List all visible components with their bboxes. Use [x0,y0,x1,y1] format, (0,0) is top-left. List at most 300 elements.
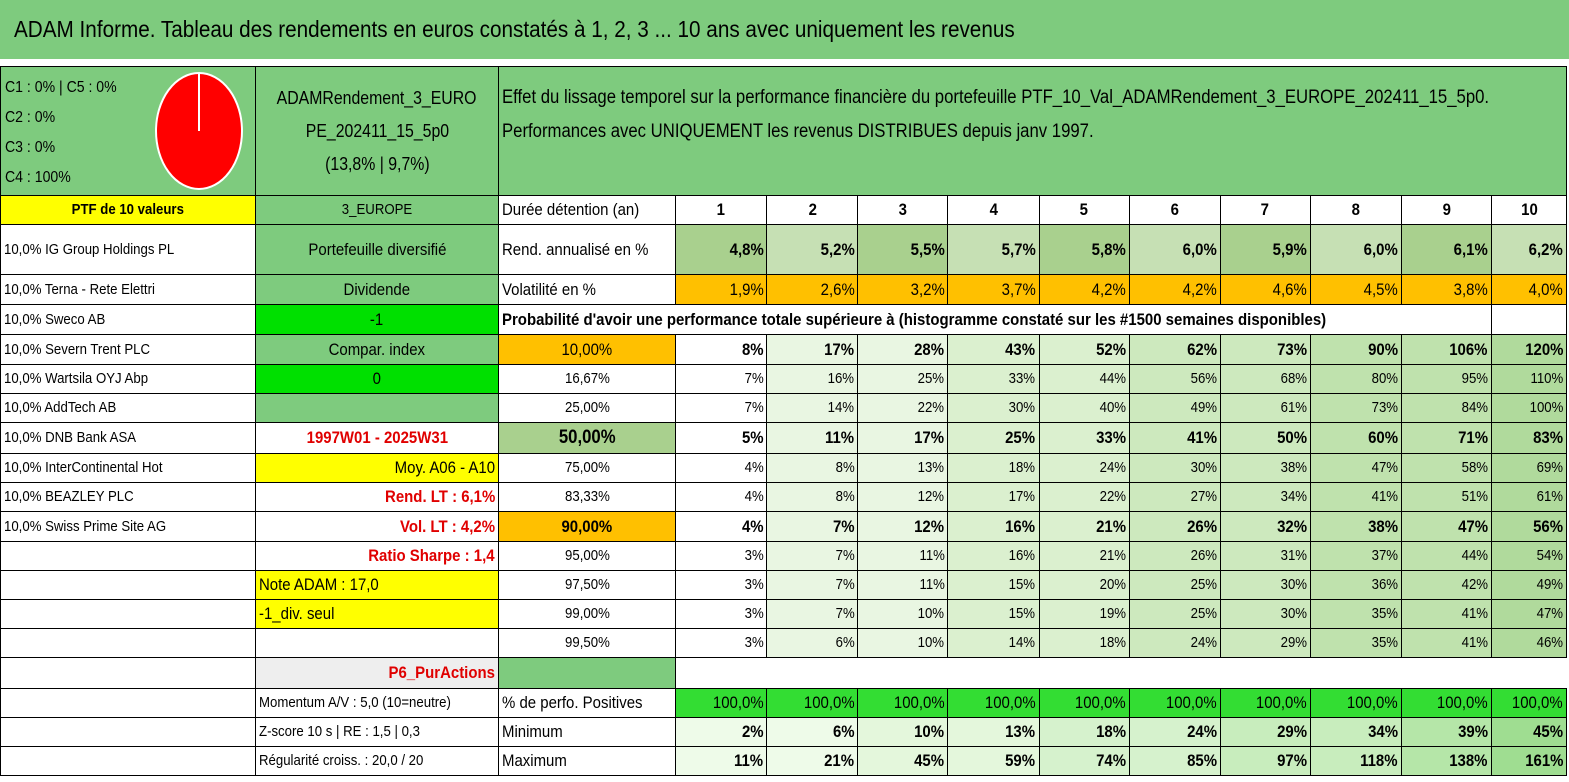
holding-2 [1,305,256,335]
minimum-value-text: 10% [914,722,945,741]
vol-value [858,275,948,305]
rend-value-text: 4,8% [729,239,764,259]
rend-value-text: 5,9% [1272,239,1307,259]
value-minus1 [256,305,499,335]
prob-value [1220,365,1310,394]
prob-value-text: 18% [1009,459,1036,476]
prob-value [858,423,948,454]
year-header [1039,196,1129,225]
prob-value-text: 40% [1099,399,1126,416]
year-header-text: 1 [717,200,726,219]
prob-value-text: 80% [1371,370,1398,387]
probability-threshold-text: 25,00% [564,399,610,416]
prob-value-text: 19% [1099,605,1126,622]
vol-value [1129,275,1220,305]
prob-value [767,629,858,658]
minimum-value [1220,718,1310,747]
prob-value-text: 35% [1371,605,1398,622]
prob-value-text: 16% [1005,516,1036,536]
prob-value-text: 6% [835,634,855,651]
prob-value [1129,629,1220,658]
prob-value [1401,454,1491,483]
maximum-value-text: 85% [1186,751,1217,770]
prob-value-text: 27% [1190,488,1217,505]
prob-value [1401,483,1491,512]
prob-value-text: 17% [824,339,855,359]
positives-value-text: 100,0% [893,693,945,712]
prob-value [948,335,1039,365]
year-header-text: 8 [1351,200,1360,219]
prob-value-text: 8% [835,488,855,505]
prob-value-text: 3% [744,605,764,622]
info-empty [256,394,499,423]
prob-value-text: 56% [1190,370,1217,387]
rend-value-text: 6,1% [1453,239,1488,259]
rend-value-text: 6,2% [1528,239,1563,259]
prob-value [1220,542,1310,571]
prob-value-text: 3% [744,634,764,651]
maximum-value [1220,747,1310,776]
rend-value [1129,225,1220,275]
minimum-value [858,718,948,747]
prob-value-text: 73% [1371,399,1398,416]
maximum-value [948,747,1039,776]
prob-value [1039,423,1129,454]
holding-2-text: 10,0% Sweco AB [4,310,106,328]
holding-4 [1,365,256,394]
report-title: ADAM Informe. Tableau des rendements en euros constatés à 1, 2, 3 ... 10 ans avec uniquement les revenus [14,16,1015,42]
probability-threshold [499,394,676,423]
prob-value-text: 73% [1276,339,1307,359]
maximum-value [1491,747,1566,776]
info-cell-text: Vol. LT : 4,2% [399,516,496,536]
prob-value [1491,394,1566,423]
prob-value [1039,512,1129,542]
title-bar [0,0,1569,62]
year-header-text: 3 [898,200,908,219]
prob-value [1039,483,1129,512]
prob-value-text: 4% [744,488,764,505]
prob-value-text: 120% [1524,339,1563,359]
category-label [256,275,499,305]
holding-5 [1,394,256,423]
prob-value-text: 47% [1457,516,1488,536]
ptf-label-text: PTF de 10 valeurs [71,201,185,218]
p6-label-text: P6_PurActions [388,663,496,682]
prob-value [1401,542,1491,571]
holding-9 [1,512,256,542]
prob-value-text: 33% [1095,428,1126,447]
prob-value-text: 4% [744,459,764,476]
prob-value [767,512,858,542]
vol-value [1401,275,1491,305]
prob-value-text: 20% [1099,576,1126,593]
prob-value-text: 58% [1461,459,1488,476]
prob-value [1039,571,1129,600]
proba-label [499,305,1492,335]
vol-label [499,275,676,305]
regularite-label-text: Régularité croiss. : 20,0 / 20 [259,752,424,769]
maximum-value [858,747,948,776]
minimum-value [1491,718,1566,747]
maximum-value [1310,747,1401,776]
probability-threshold [499,542,676,571]
prob-value [1039,454,1129,483]
prob-value-text: 41% [1461,605,1488,622]
prob-value-text: 14% [827,399,855,416]
prob-value-text: 41% [1371,488,1398,505]
maximum-label [499,747,676,776]
positives-value [1220,689,1310,718]
prob-value-text: 110% [1530,370,1563,387]
minimum-value-text: 2% [741,722,764,741]
prob-row [1,512,1567,542]
minimum-value [1310,718,1401,747]
prob-value [1401,629,1491,658]
prob-value [1491,512,1566,542]
prob-value-text: 13% [917,459,945,476]
vol-value [1310,275,1401,305]
prob-value [858,454,948,483]
prob-value [767,571,858,600]
maximum-value-text: 45% [914,751,945,770]
holding-7-text: 10,0% InterContinental Hot [4,459,163,476]
prob-row [1,629,1567,658]
rend-label-text: Rend. annualisé en % [502,239,649,259]
probability-threshold [499,454,676,483]
vol-value-text: 4,0% [1528,279,1563,299]
prob-value-text: 38% [1280,459,1307,476]
prob-value [948,483,1039,512]
positives-value [858,689,948,718]
proba-label-text: Probabilité d'avoir une performance totale supérieure à (histogramme constaté sur les #1500 semaines disponibles) [502,309,1327,329]
prob-value-text: 95% [1461,370,1488,387]
rend-value [767,225,858,275]
prob-value-text: 15% [1009,576,1036,593]
minimum-value [1129,718,1220,747]
prob-value [1220,629,1310,658]
prob-value-text: 26% [1190,547,1217,564]
prob-row [1,335,1567,365]
info-empty [256,629,499,658]
prob-value [1129,423,1220,454]
composition-line: C1 : 0% | C5 : 0% [5,79,117,96]
prob-value [1220,394,1310,423]
minimum-value-text: 13% [1005,722,1036,741]
maximum-label-text: Maximum [502,751,567,770]
rend-value-text: 6,0% [1363,239,1398,259]
maximum-row [1,747,1567,776]
prob-value [1401,394,1491,423]
vol-value-text: 3,2% [910,279,945,299]
portfolio-return-vol: (13,8% | 9,7%) [324,153,430,174]
prob-value [1039,335,1129,365]
vol-value-text: 4,6% [1272,279,1307,299]
years-row [1,196,1567,225]
rend-value-text: 6,0% [1182,239,1217,259]
prob-value [1220,483,1310,512]
minimum-value-text: 34% [1367,722,1398,741]
prob-value-text: 46% [1536,634,1563,651]
prob-value [1129,365,1220,394]
holding-9-text: 10,0% Swiss Prime Site AG [4,517,167,535]
p6-row [1,658,1567,689]
prob-value [767,600,858,629]
prob-value [858,571,948,600]
prob-value [1401,512,1491,542]
zscore-label [256,718,499,747]
prob-value [676,512,767,542]
prob-value [1220,571,1310,600]
prob-value [1310,365,1401,394]
positives-value-text: 100,0% [1512,693,1563,712]
positives-label-text: % de perfo. Positives [502,693,643,712]
prob-value [1039,629,1129,658]
prob-value [1129,394,1220,423]
prob-value-text: 71% [1457,428,1488,447]
prob-value-text: 22% [917,399,945,416]
prob-value-text: 41% [1461,634,1488,651]
prob-value [1491,335,1566,365]
vol-value-text: 1,9% [729,279,764,299]
prob-value-text: 7% [835,576,855,593]
year-header [1129,196,1220,225]
prob-value-text: 7% [744,399,764,416]
positives-value-text: 100,0% [1165,693,1217,712]
prob-value-text: 17% [1009,488,1036,505]
probability-threshold-text: 16,67% [564,370,610,387]
prob-value [1310,423,1401,454]
prob-value-text: 11% [825,428,855,447]
year-header-text: 4 [989,200,998,219]
maximum-value-text: 21% [824,751,855,770]
prob-value-text: 68% [1280,370,1307,387]
prob-value-text: 7% [832,516,855,536]
vol-value-text: 3,7% [1001,279,1036,299]
empty-holding [1,689,256,718]
positives-value-text: 100,0% [984,693,1036,712]
prob-value-text: 56% [1533,516,1563,536]
year-header-text: 7 [1261,200,1270,219]
positives-label [499,689,676,718]
holding-1 [1,275,256,305]
info-cell [256,483,499,512]
prob-value-text: 24% [1099,459,1126,476]
prob-value-text: 3% [744,576,764,593]
minimum-row [1,718,1567,747]
prob-value [1129,483,1220,512]
ptf-label [1,196,256,225]
prob-value [1401,335,1491,365]
prob-value-text: 30% [1009,399,1036,416]
prob-value [676,454,767,483]
prob-value [1401,600,1491,629]
info-cell-text: Note ADAM : 17,0 [259,575,379,594]
prob-value-text: 12% [917,488,945,505]
prob-value-text: 29% [1280,634,1307,651]
prob-value [767,394,858,423]
prob-value [767,454,858,483]
prob-value [1491,365,1566,394]
maximum-value-text: 59% [1005,751,1036,770]
prob-value [858,512,948,542]
minimum-value-text: 39% [1457,722,1488,741]
holding-0 [1,225,256,275]
prob-value [1039,365,1129,394]
vol-value [1491,275,1566,305]
prob-value [767,335,858,365]
prob-value-text: 11% [918,576,945,593]
rend-value [1401,225,1491,275]
prob-value-text: 84% [1461,399,1488,416]
year-header [858,196,948,225]
prob-value [858,629,948,658]
maximum-value [1401,747,1491,776]
prob-value-text: 32% [1276,516,1307,536]
probability-threshold [499,483,676,512]
minimum-value-text: 45% [1533,722,1563,741]
empty-cell [1491,305,1566,335]
prob-value-text: 18% [1099,634,1126,651]
prob-value [1401,571,1491,600]
prob-value [1310,512,1401,542]
probability-threshold-text: 50,00% [558,427,616,448]
prob-value [1310,542,1401,571]
prob-value-text: 28% [914,339,945,359]
prob-value [1129,335,1220,365]
prob-value-text: 30% [1280,605,1307,622]
composition-line: C3 : 0% [5,139,56,156]
prob-value [1310,571,1401,600]
prob-value-text: 61% [1280,399,1307,416]
prob-value [676,542,767,571]
prob-value-text: 21% [1095,516,1126,536]
prob-value-text: 21% [1099,547,1126,564]
positives-row [1,689,1567,718]
prob-value-text: 36% [1371,576,1398,593]
empty-holding [1,571,256,600]
rend-label [499,225,676,275]
vol-value [1220,275,1310,305]
momentum-label [256,689,499,718]
rend-value [1039,225,1129,275]
year-header [767,196,858,225]
prob-value [1220,423,1310,454]
prob-value-text: 49% [1190,399,1217,416]
probability-threshold [499,629,676,658]
prob-value [858,600,948,629]
minimum-value [1401,718,1491,747]
year-header [948,196,1039,225]
year-header-text: 2 [808,200,817,219]
prob-value [1129,454,1220,483]
duree-label [499,196,676,225]
positives-value [767,689,858,718]
positives-value [948,689,1039,718]
positives-value [1310,689,1401,718]
minimum-value [767,718,858,747]
info-cell-text: Rend. LT : 6,1% [384,487,496,506]
prob-value-text: 30% [1190,459,1217,476]
rend-value-text: 5,5% [910,239,945,259]
prob-value [948,600,1039,629]
prob-value [1220,512,1310,542]
prob-value [858,335,948,365]
prob-value [767,542,858,571]
holding-1-text: 10,0% Terna - Rete Elettri [4,280,155,298]
prob-row [1,423,1567,454]
minimum-value [948,718,1039,747]
holding-3-text: 10,0% Severn Trent PLC [4,340,151,358]
holding-8-text: 10,0% BEAZLEY PLC [4,488,134,505]
prob-value [1491,454,1566,483]
p6-label [256,658,499,689]
rend-value [858,225,948,275]
prob-value [1491,571,1566,600]
prob-value [1491,483,1566,512]
prob-value [948,512,1039,542]
prob-value [767,483,858,512]
probability-threshold [499,512,676,542]
prob-value [1491,600,1566,629]
prob-value [1491,542,1566,571]
composition-line: C2 : 0% [5,109,56,126]
minimum-label-text: Minimum [502,722,563,741]
info-cell [256,600,499,629]
probability-threshold [499,571,676,600]
prob-value-text: 22% [1099,488,1126,505]
prob-value [1220,335,1310,365]
prob-value [676,483,767,512]
prob-value-text: 25% [1190,576,1217,593]
vol-value-text: 4,5% [1363,279,1398,299]
prob-value [1310,335,1401,365]
prob-value-text: 8% [741,339,764,359]
rend-value [1310,225,1401,275]
probability-threshold [499,335,676,365]
prob-value [948,454,1039,483]
vol-value [676,275,767,305]
rend-value [1491,225,1566,275]
prob-value [1401,365,1491,394]
prob-value [1220,600,1310,629]
prob-value-text: 17% [914,428,945,447]
type-label-text: Portefeuille diversifié [308,239,447,259]
positives-value-text: 100,0% [1437,693,1488,712]
prob-value [1129,600,1220,629]
prob-value-text: 43% [1005,339,1036,359]
vol-value [767,275,858,305]
rend-value [676,225,767,275]
prob-value-text: 38% [1367,516,1398,536]
prob-value [1129,571,1220,600]
prob-value-text: 5% [741,428,764,447]
holding-0-text: 10,0% IG Group Holdings PL [4,240,175,258]
prob-value [1401,423,1491,454]
prob-value-text: 61% [1536,488,1563,505]
composition-cell [1,67,256,196]
prob-value-text: 60% [1367,428,1398,447]
prob-value-text: 15% [1009,605,1036,622]
prob-value [767,365,858,394]
prob-value [1039,394,1129,423]
prob-value-text: 31% [1280,547,1307,564]
prob-value-text: 37% [1371,547,1398,564]
holding-5-text: 10,0% AddTech AB [4,399,117,416]
prob-value [1129,542,1220,571]
info-cell-text: Moy. A06 - A10 [394,458,496,477]
prob-value-text: 24% [1190,634,1217,651]
